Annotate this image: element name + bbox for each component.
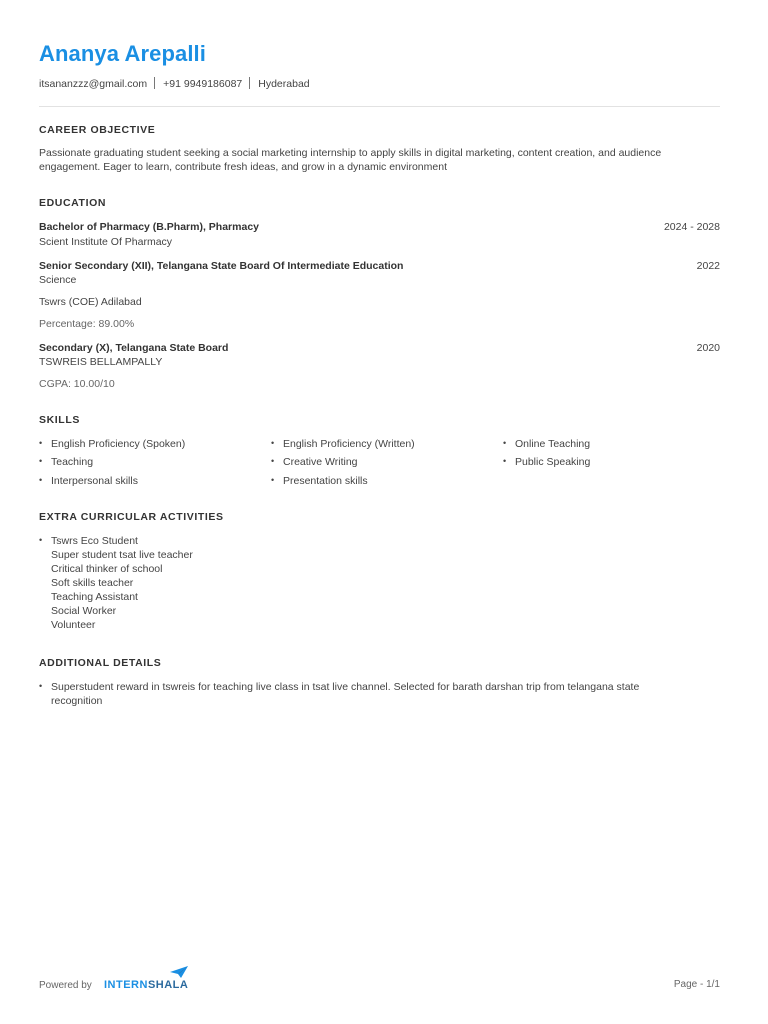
skill-item: • English Proficiency (Written)	[271, 438, 415, 450]
location: Hyderabad	[258, 78, 310, 90]
skill-item: • English Proficiency (Spoken)	[39, 438, 185, 450]
education-stream: Science	[39, 274, 77, 286]
extra-curricular-heading: EXTRA CURRICULAR ACTIVITIES	[39, 511, 224, 523]
education-degree: Bachelor of Pharmacy (B.Pharm), Pharmacy	[39, 221, 259, 233]
resume-page	[39, 0, 720, 1024]
activity-item: • Tswrs Eco Student	[39, 535, 138, 547]
education-degree: Senior Secondary (XII), Telangana State Board Of Intermediate Education	[39, 260, 404, 272]
activity-line: Volunteer	[51, 619, 96, 631]
career-objective-line-2: engagement. Eager to learn, contribute fresh ideas, and grow in a dynamic environment	[39, 161, 447, 173]
phone[interactable]: +91 9949186087	[163, 78, 243, 90]
skill-item: • Interpersonal skills	[39, 475, 138, 487]
education-years: 2022	[696, 260, 720, 272]
paper-plane-icon	[170, 966, 188, 978]
education-years: 2024 - 2028	[663, 221, 720, 233]
email[interactable]: itsananzzz@gmail.com	[39, 78, 148, 90]
skill-item: • Online Teaching	[503, 438, 590, 450]
activity-line: Critical thinker of school	[51, 563, 163, 575]
activity-line: Teaching Assistant	[51, 591, 138, 603]
additional-detail-line: recognition	[51, 695, 103, 707]
page-number: Page - 1/1	[673, 979, 720, 990]
education-score: Percentage: 89.00%	[39, 318, 135, 330]
education-institution: Scient Institute Of Pharmacy	[39, 236, 173, 248]
skill-item: • Presentation skills	[271, 475, 368, 487]
brand-part-1: INTERN	[104, 979, 148, 991]
education-score: CGPA: 10.00/10	[39, 378, 115, 390]
education-degree: Secondary (X), Telangana State Board	[39, 342, 229, 354]
contact-line	[39, 77, 310, 90]
header-divider	[39, 106, 720, 107]
activity-line: Super student tsat live teacher	[51, 549, 193, 561]
skills-heading: SKILLS	[39, 414, 80, 426]
skill-item: • Creative Writing	[271, 456, 358, 468]
divider	[154, 77, 155, 89]
education-institution: TSWREIS BELLAMPALLY	[39, 356, 163, 368]
activity-line: Soft skills teacher	[51, 577, 134, 589]
education-years: 2020	[696, 342, 720, 354]
powered-by-label: Powered by	[39, 980, 92, 991]
activity-line: Social Worker	[51, 605, 117, 617]
career-objective-heading: CAREER OBJECTIVE	[39, 124, 156, 136]
candidate-name: Ananya Arepalli	[39, 41, 206, 66]
additional-details-heading: ADDITIONAL DETAILS	[39, 657, 162, 669]
skill-item: • Public Speaking	[503, 456, 590, 468]
career-objective-line-1: Passionate graduating student seeking a social marketing internship to apply skills in digital marketing, content creation, and audience	[39, 147, 662, 159]
divider	[249, 77, 250, 89]
brand-part-2: SHALA	[147, 979, 189, 991]
education-heading: EDUCATION	[39, 197, 107, 209]
additional-detail-item: • Superstudent reward in tswreis for teaching live class in tsat live channel. Selected for barath darshan trip from telangana state	[39, 681, 639, 693]
internshala-logo[interactable]	[104, 979, 188, 991]
education-institution: Tswrs (COE) Adilabad	[39, 296, 142, 308]
skill-item: • Teaching	[39, 456, 93, 468]
